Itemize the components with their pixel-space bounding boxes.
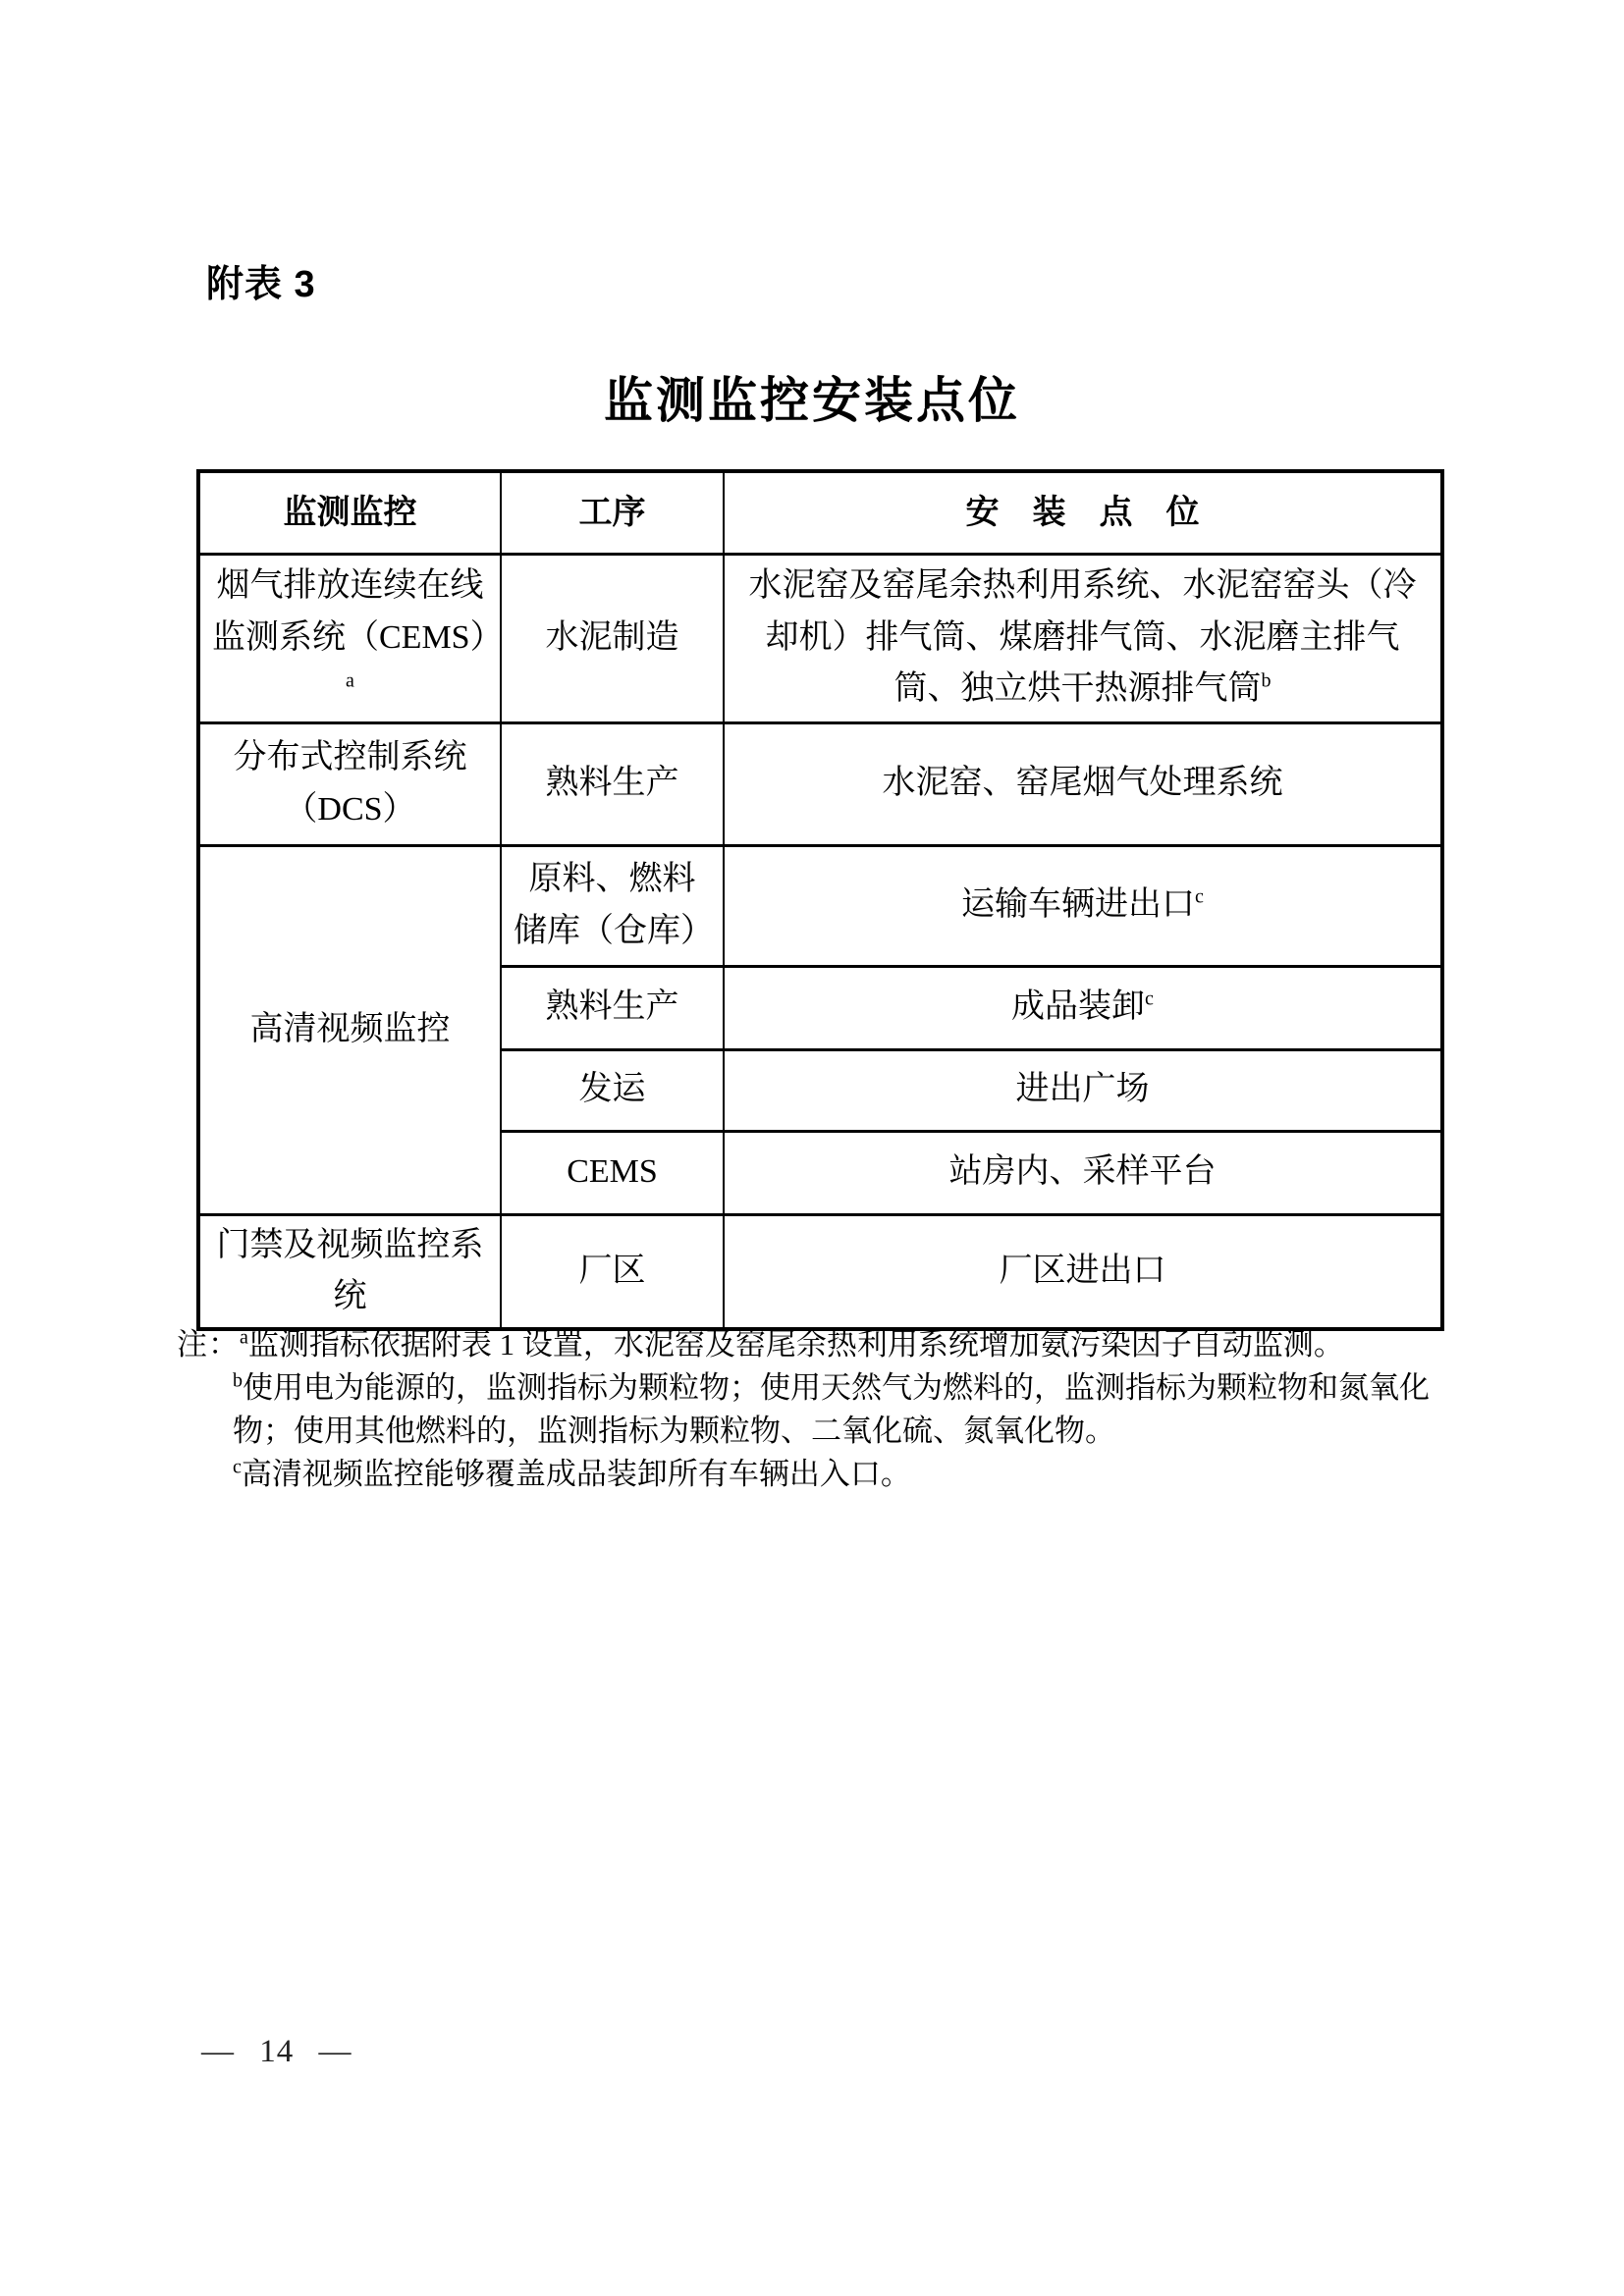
cell-location-text: 运输车辆进出口	[961, 886, 1196, 924]
note-a	[177, 1323, 1463, 1366]
cell-location-text: 厂区进出口	[999, 1252, 1166, 1289]
cell-location	[724, 1214, 1442, 1329]
footnote-marker-b: b	[233, 1369, 243, 1392]
cell-process-text: 厂区	[578, 1252, 646, 1289]
note-c-text: 高清视频监控能够覆盖成品装卸所有车辆出入口。	[241, 1457, 911, 1491]
cell-monitor	[198, 722, 501, 845]
cell-location	[724, 722, 1442, 845]
monitoring-points-table	[196, 469, 1444, 1331]
cell-process	[501, 1214, 724, 1329]
table-row-cems	[198, 554, 1442, 722]
cell-process-text: 熟料生产	[545, 988, 679, 1026]
cell-location	[724, 1131, 1442, 1214]
table-notes	[177, 1323, 1463, 1496]
cell-monitor-text: 烟气排放连续在线监测系统（CEMS）	[212, 566, 504, 656]
cell-location	[724, 966, 1442, 1049]
col-header-process: 工序	[501, 471, 724, 554]
cell-process-text: 原料、燃料储库（仓库）	[514, 860, 714, 949]
cell-location-text: 站房内、采样平台	[948, 1153, 1217, 1191]
col-header-monitor: 监测监控	[198, 471, 501, 554]
footnote-marker-c: c	[233, 1456, 242, 1478]
cell-process	[501, 722, 724, 845]
footnote-marker-c: c	[1195, 885, 1204, 908]
note-b-text: 使用电为能源的，监测指标为颗粒物；使用天然气为燃料的，监测指标为颗粒物和氮氧化物；使用其他燃料的，监测指标为颗粒物、二氧化硫、氮氧化物。	[233, 1370, 1430, 1448]
cell-process-text: 水泥制造	[545, 618, 679, 656]
footnote-marker-a: a	[346, 670, 354, 693]
cell-process	[501, 845, 724, 966]
note-prefix: 注：	[177, 1327, 240, 1362]
page-number: — 14 —	[201, 2034, 352, 2069]
page-title: 监测监控安装点位	[604, 373, 1020, 428]
cell-process-text: 发运	[578, 1071, 646, 1108]
table-row-access-control	[198, 1214, 1442, 1329]
cell-location	[724, 845, 1442, 966]
cell-process	[501, 554, 724, 722]
cell-monitor	[198, 1214, 501, 1329]
cell-monitor-text: 门禁及视频监控系统	[216, 1226, 484, 1315]
cell-monitor-text: 高清视频监控	[249, 1010, 451, 1047]
cell-location-text: 成品装卸	[1011, 988, 1146, 1026]
cell-location	[724, 1049, 1442, 1131]
cell-process-text: 熟料生产	[545, 765, 679, 802]
cell-monitor-text: 分布式控制系统（DCS）	[233, 738, 467, 828]
cell-process	[501, 1131, 724, 1214]
note-c	[177, 1453, 1463, 1496]
footnote-marker-b: b	[1261, 670, 1272, 693]
cell-monitor	[198, 554, 504, 722]
cell-process-text: CEMS	[567, 1153, 658, 1191]
note-b	[177, 1366, 1463, 1453]
table-row-dcs	[198, 722, 1442, 845]
cell-process	[501, 1049, 724, 1131]
table-label: 附表 3	[206, 264, 316, 305]
cell-location	[724, 554, 1442, 722]
col-header-location: 安 装 点 位	[724, 471, 1442, 554]
footnote-marker-a: a	[240, 1326, 248, 1349]
table-header-row	[198, 471, 1442, 554]
cell-location-text: 水泥窑、窑尾烟气处理系统	[882, 765, 1283, 802]
cell-location-text: 进出广场	[1015, 1071, 1150, 1108]
cell-process	[501, 966, 724, 1049]
table-row-video-storage	[198, 845, 1442, 966]
cell-monitor-video-merged	[198, 845, 501, 1214]
note-a-text: 监测指标依据附表 1 设置，水泥窑及窑尾余热利用系统增加氨污染因子自动监测。	[247, 1327, 1344, 1362]
cell-location-text: 水泥窑及窑尾余热利用系统、水泥窑窑头（冷却机）排气筒、煤磨排气筒、水泥磨主排气筒、独立烘干热源排气筒	[748, 566, 1417, 708]
footnote-marker-c: c	[1145, 988, 1154, 1010]
